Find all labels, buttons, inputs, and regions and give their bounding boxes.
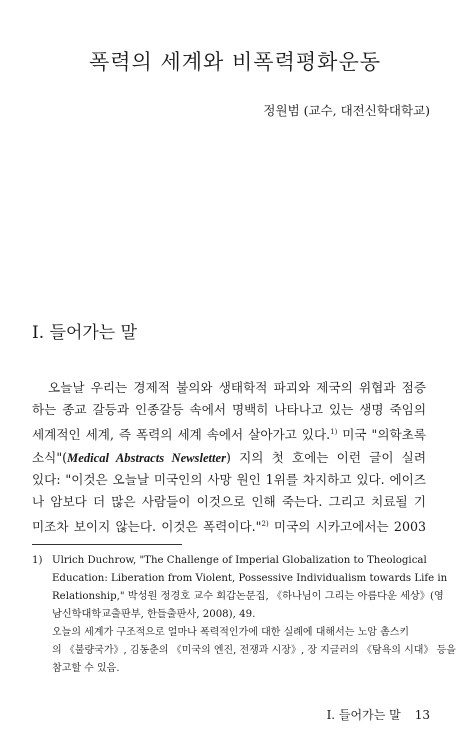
- footnote-ref: 2): [261, 520, 269, 529]
- footnote-line: 참고할 수 있음.: [52, 663, 120, 674]
- journal-name: Medical Abstracts Newsletter: [67, 450, 227, 465]
- body-paragraph: [32, 377, 426, 539]
- running-footer: [327, 706, 430, 723]
- body-line: 소식"(Medical Abstracts Newsletter) 지의 첫 호에는 이런 글이 실려: [32, 449, 426, 465]
- footnotes: [32, 552, 456, 678]
- body-line: 세계적인 세계, 즉 폭력의 세계 속에서 살아가고 있다.$^{1)}$ 미국 "의학초록: [32, 427, 426, 443]
- body-line: 미조차 보이지 않는다. 이것은 폭력이다."$^{2)}$ 미국의 시카고에서는 2003: [32, 519, 426, 535]
- footnote-line: Ulrich Duchrow, "The Challenge of Imperial Globalization to Theological: [52, 555, 427, 566]
- footnote-line: Education: Liberation from Violent, Possessive Individualism towards Life in: [52, 573, 448, 584]
- footnote-line: 오늘의 세계가 구조적으로 얼마나 폭력적인가에 대한 실례에 대해서는 노암 촘스키: [52, 627, 410, 638]
- section-heading: I. 들어가는 말: [32, 323, 138, 343]
- footnote-2: [32, 624, 456, 678]
- footnote-line: Relationship," 박성원 정경호 교수 회갑논문집, 《하나님이 그리는 아름다운 세상》(영: [52, 591, 444, 602]
- chapter-title: 폭력의 세계와 비폭력평화운동: [88, 50, 382, 74]
- footnote-ref: 1): [330, 428, 338, 437]
- body-line: 나 암보다 더 많은 사람들이 이것으로 인해 죽는다. 그리고 치료될 기: [32, 494, 426, 510]
- author-line: 정원범 (교수, 대전신학대학교): [263, 103, 430, 118]
- footer-section: I. 들어가는 말: [326, 708, 401, 722]
- body-line: 하는 종교 갈등과 인종갈등 속에서 명백히 나타나고 있는 생명 죽임의: [32, 402, 426, 418]
- body-line: 오늘날 우리는 경제적 불의와 생태학적 파괴와 제국의 위협과 점증: [48, 380, 426, 395]
- footnote-number: 1): [32, 555, 43, 566]
- footnote-line: 남신학대학교출판부, 한들출판사, 2008), 49.: [52, 609, 256, 620]
- footnote-1: [32, 552, 448, 624]
- page-number: 13: [414, 708, 430, 722]
- footnote-divider: [32, 544, 182, 545]
- body-line: 있다: "이것은 오늘날 미국인의 사망 원인 1위를 차지하고 있다. 에이즈: [32, 472, 426, 487]
- footnote-line: 의 《불량국가》, 김동춘의 《미국의 엔진, 전쟁과 시장》, 장 지글러의 《탐욕의 시대》 등을: [52, 645, 456, 656]
